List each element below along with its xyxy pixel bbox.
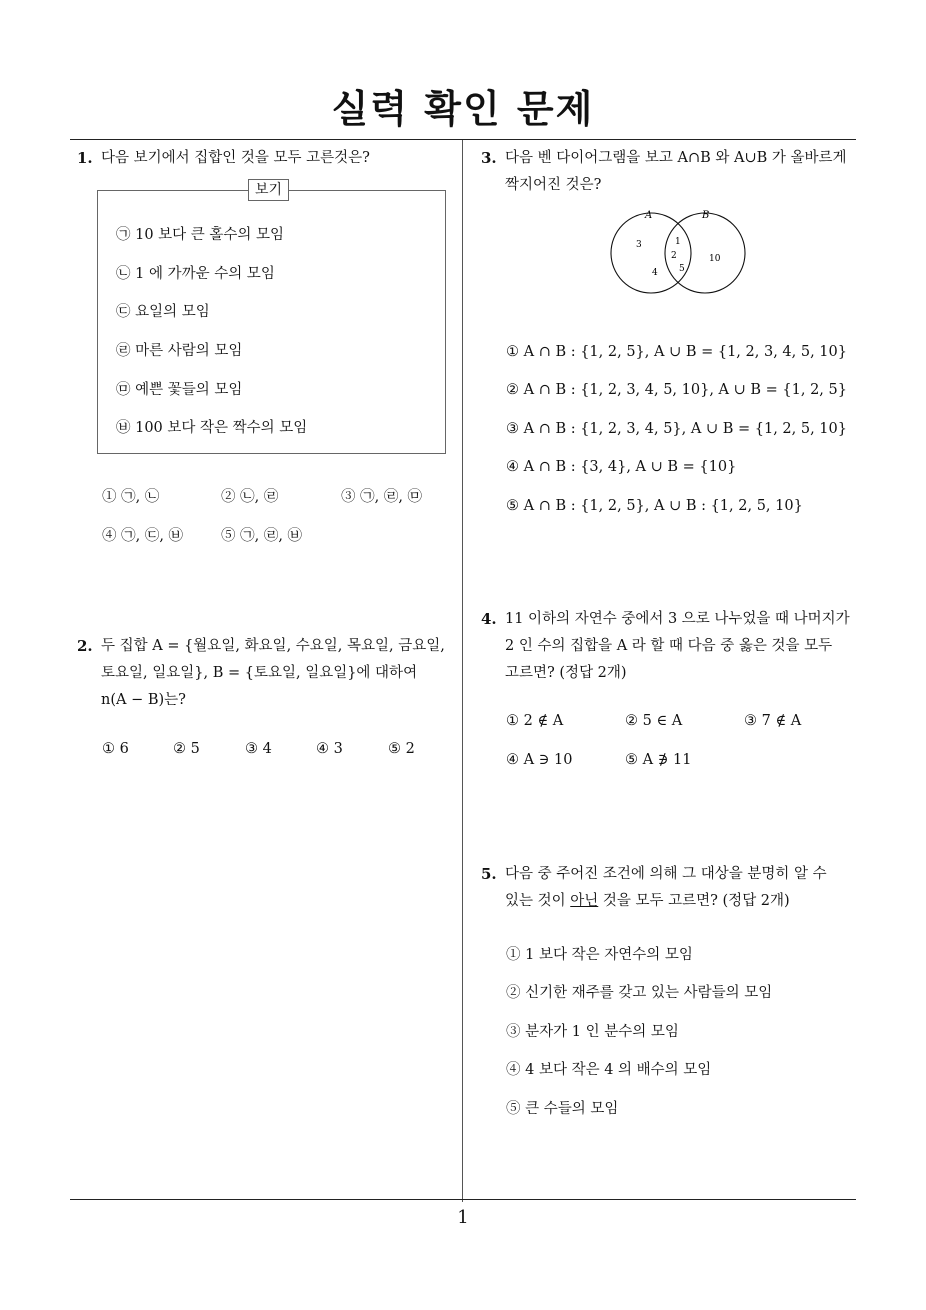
venn-label-b: B bbox=[702, 210, 710, 221]
example-box bbox=[97, 182, 446, 454]
question-number: 2. bbox=[77, 637, 93, 655]
answer-choice[interactable]: ② 신기한 재주를 갖고 있는 사람들의 모임 bbox=[506, 985, 773, 1001]
page-number: 1 bbox=[457, 1207, 469, 1228]
question-stem-line: 두 집합 A = {월요일, 화요일, 수요일, 목요일, 금요일, bbox=[101, 638, 445, 654]
question-stem-line: 고르면? (정답 2개) bbox=[505, 665, 627, 681]
venn-element: 5 bbox=[679, 264, 685, 274]
question-3 bbox=[481, 145, 861, 199]
question-number: 3. bbox=[481, 149, 497, 167]
answer-choice[interactable]: ③ 4 bbox=[245, 741, 272, 757]
answer-choice[interactable]: ⑤ ㉠, ㉣, ㉥ bbox=[221, 528, 303, 544]
answer-choice[interactable]: ① 6 bbox=[102, 741, 129, 757]
answer-choice[interactable]: ① ㉠, ㉡ bbox=[102, 489, 160, 505]
example-item: ㉥ 100 보다 작은 짝수의 모임 bbox=[116, 420, 308, 436]
venn-label-a: A bbox=[645, 210, 653, 221]
question-stem-line: 다음 중 주어진 조건에 의해 그 대상을 분명히 알 수 bbox=[505, 866, 827, 882]
question-stem: 다음 보기에서 집합인 것을 모두 고른것은? bbox=[101, 150, 370, 166]
question-5 bbox=[481, 861, 861, 915]
example-box-label: 보기 bbox=[248, 179, 289, 201]
question-number: 5. bbox=[481, 865, 497, 883]
underlined-emphasis: 아닌 bbox=[570, 893, 599, 909]
question-number: 1. bbox=[77, 149, 93, 167]
example-item: ㉠ 10 보다 큰 홀수의 모임 bbox=[116, 227, 285, 243]
stem-text: 것을 모두 고르면? (정답 2개) bbox=[598, 893, 790, 909]
column-divider bbox=[462, 140, 463, 1202]
header-rule bbox=[70, 139, 856, 140]
question-1 bbox=[77, 145, 447, 172]
example-item: ㉣ 마른 사람의 모임 bbox=[116, 343, 243, 359]
question-number: 4. bbox=[481, 610, 497, 628]
footer-rule bbox=[70, 1199, 856, 1200]
answer-choice[interactable]: ④ A ∋ 10 bbox=[506, 752, 573, 768]
question-stem-line: 다음 벤 다이어그램을 보고 A∩B 와 A∪B 가 올바르게 bbox=[505, 150, 847, 166]
venn-element: 4 bbox=[652, 268, 658, 278]
answer-choice[interactable]: ② A ∩ B : {1, 2, 3, 4, 5, 10}, A ∪ B = {1, 2, 5} bbox=[506, 382, 847, 398]
venn-element: 1 bbox=[675, 237, 681, 247]
example-item: ㉤ 예쁜 꽃들의 모임 bbox=[116, 382, 243, 398]
page-title: 실력 확인 문제 bbox=[331, 87, 595, 131]
answer-choice[interactable]: ② 5 bbox=[173, 741, 200, 757]
venn-element: 10 bbox=[709, 254, 721, 264]
answer-choice[interactable]: ④ A ∩ B : {3, 4}, A ∪ B = {10} bbox=[506, 459, 737, 475]
answer-choice[interactable]: ⑤ A ∩ B : {1, 2, 5}, A ∪ B : {1, 2, 5, 10} bbox=[506, 498, 803, 514]
question-stem-line: 2 인 수의 집합을 A 라 할 때 다음 중 옳은 것을 모두 bbox=[505, 638, 833, 654]
example-item: ㉢ 요일의 모임 bbox=[116, 304, 210, 320]
answer-choice[interactable]: ① 2 ∉ A bbox=[506, 713, 564, 729]
question-stem-line bbox=[505, 888, 861, 915]
question-stem-line: n(A − B)는? bbox=[101, 692, 186, 708]
answer-choice[interactable]: ② 5 ∈ A bbox=[625, 713, 683, 729]
answer-choice[interactable]: ⑤ 큰 수들의 모임 bbox=[506, 1101, 619, 1117]
question-stem-line: 짝지어진 것은? bbox=[505, 177, 602, 193]
answer-choice[interactable]: ① 1 보다 작은 자연수의 모임 bbox=[506, 947, 693, 963]
answer-choice[interactable]: ② ㉡, ㉣ bbox=[221, 489, 279, 505]
answer-choice[interactable]: ① A ∩ B : {1, 2, 5}, A ∪ B = {1, 2, 3, 4, 5, 10} bbox=[506, 344, 847, 360]
question-stem-line: 토요일, 일요일}, B = {토요일, 일요일}에 대하여 bbox=[101, 665, 418, 681]
question-2 bbox=[77, 633, 455, 714]
question-4 bbox=[481, 606, 861, 687]
venn-element: 2 bbox=[671, 251, 677, 261]
answer-choice[interactable]: ④ 4 보다 작은 4 의 배수의 모임 bbox=[506, 1062, 712, 1078]
question-stem-line: 11 이하의 자연수 중에서 3 으로 나누었을 때 나머지가 bbox=[505, 611, 850, 627]
answer-choice[interactable]: ③ 분자가 1 인 분수의 모임 bbox=[506, 1024, 679, 1040]
answer-choice[interactable]: ⑤ A ∌ 11 bbox=[625, 752, 692, 768]
answer-choice[interactable]: ④ 3 bbox=[316, 741, 343, 757]
answer-choice[interactable]: ④ ㉠, ㉢, ㉥ bbox=[102, 528, 184, 544]
stem-text: 있는 것이 bbox=[505, 893, 571, 909]
answer-choice[interactable]: ③ A ∩ B : {1, 2, 3, 4, 5}, A ∪ B = {1, 2, 5, 10} bbox=[506, 421, 847, 437]
venn-diagram bbox=[605, 205, 755, 300]
venn-element: 3 bbox=[636, 240, 642, 250]
answer-choice[interactable]: ③ ㉠, ㉣, ㉤ bbox=[341, 489, 423, 505]
venn-circle-a bbox=[611, 213, 691, 293]
venn-circle-b bbox=[665, 213, 745, 293]
answer-choice[interactable]: ⑤ 2 bbox=[388, 741, 415, 757]
answer-choice[interactable]: ③ 7 ∉ A bbox=[744, 713, 802, 729]
example-item: ㉡ 1 에 가까운 수의 모임 bbox=[116, 266, 275, 282]
